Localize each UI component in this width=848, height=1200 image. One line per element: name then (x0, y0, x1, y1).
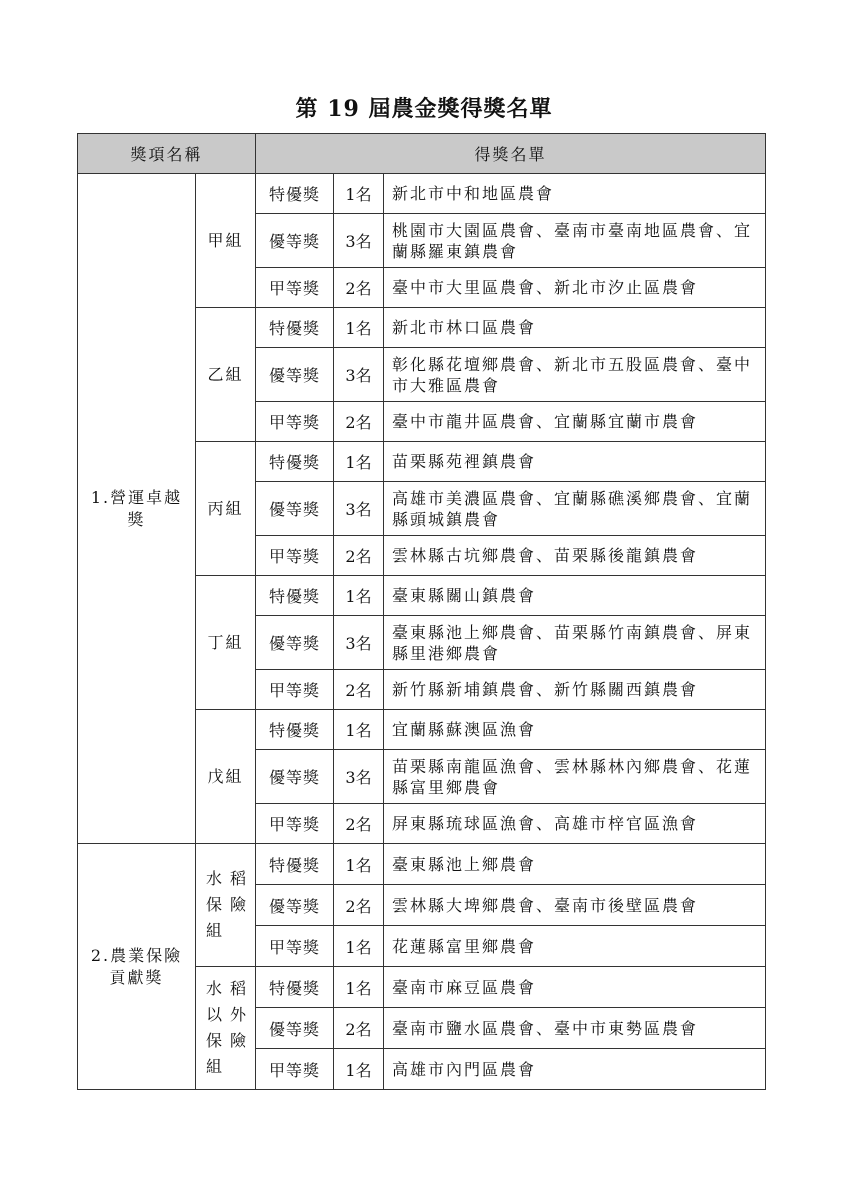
winner-names: 新竹縣新埔鎮農會、新竹縣關西鎮農會 (384, 670, 766, 710)
winner-count: 1名 (334, 308, 384, 348)
winner-names: 雲林縣大埤鄉農會、臺南市後壁區農會 (384, 885, 766, 926)
table-body (78, 174, 766, 1090)
winner-count: 3名 (334, 750, 384, 804)
award-level: 特優獎 (256, 844, 334, 885)
winner-count: 3名 (334, 214, 384, 268)
award-level: 特優獎 (256, 576, 334, 616)
group-name: 乙組 (196, 308, 256, 442)
award-level: 甲等獎 (256, 402, 334, 442)
award-level: 甲等獎 (256, 268, 334, 308)
award-level: 甲等獎 (256, 670, 334, 710)
winner-names: 苗栗縣苑裡鎮農會 (384, 442, 766, 482)
winner-names: 桃園市大園區農會、臺南市臺南地區農會、宜蘭縣羅東鎮農會 (384, 214, 766, 268)
winner-names: 臺東縣池上鄉農會、苗栗縣竹南鎮農會、屏東縣里港鄉農會 (384, 616, 766, 670)
group-name: 水稻保險組 (196, 844, 256, 967)
table-row (78, 174, 766, 214)
winner-count: 1名 (334, 174, 384, 214)
winner-names: 花蓮縣富里鄉農會 (384, 926, 766, 967)
award-level: 甲等獎 (256, 804, 334, 844)
winner-count: 2名 (334, 402, 384, 442)
winner-count: 1名 (334, 576, 384, 616)
winner-count: 2名 (334, 670, 384, 710)
winner-names: 新北市中和地區農會 (384, 174, 766, 214)
winner-names: 臺東縣關山鎮農會 (384, 576, 766, 616)
award-level: 特優獎 (256, 710, 334, 750)
award-level: 甲等獎 (256, 926, 334, 967)
award-level: 特優獎 (256, 967, 334, 1008)
award-level: 甲等獎 (256, 1049, 334, 1090)
winner-names: 臺南市麻豆區農會 (384, 967, 766, 1008)
category-name: 2.農業保險貢獻獎 (78, 844, 196, 1090)
winner-count: 3名 (334, 348, 384, 402)
award-level: 特優獎 (256, 442, 334, 482)
table-row (78, 844, 766, 885)
winner-count: 1名 (334, 442, 384, 482)
winner-names: 苗栗縣南龍區漁會、雲林縣林內鄉農會、花蓮縣富里鄉農會 (384, 750, 766, 804)
award-level: 優等獎 (256, 1008, 334, 1049)
winner-count: 1名 (334, 710, 384, 750)
group-name: 戊組 (196, 710, 256, 844)
winner-count: 2名 (334, 268, 384, 308)
winner-names: 高雄市美濃區農會、宜蘭縣礁溪鄉農會、宜蘭縣頭城鎮農會 (384, 482, 766, 536)
award-level: 特優獎 (256, 308, 334, 348)
group-name: 水稻以外保險組 (196, 967, 256, 1090)
category-name: 1.營運卓越獎 (78, 174, 196, 844)
group-name: 甲組 (196, 174, 256, 308)
winner-count: 3名 (334, 616, 384, 670)
award-level: 特優獎 (256, 174, 334, 214)
winner-names: 臺中市大里區農會、新北市汐止區農會 (384, 268, 766, 308)
winner-count: 1名 (334, 967, 384, 1008)
table-header-row (78, 134, 766, 174)
winner-names: 高雄市內門區農會 (384, 1049, 766, 1090)
header-winners: 得獎名單 (256, 134, 766, 174)
winner-names: 臺東縣池上鄉農會 (384, 844, 766, 885)
award-level: 優等獎 (256, 214, 334, 268)
winner-count: 2名 (334, 885, 384, 926)
award-level: 優等獎 (256, 482, 334, 536)
winner-count: 2名 (334, 804, 384, 844)
winner-count: 1名 (334, 926, 384, 967)
winner-names: 臺中市龍井區農會、宜蘭縣宜蘭市農會 (384, 402, 766, 442)
header-award-name: 獎項名稱 (78, 134, 256, 174)
winner-count: 1名 (334, 1049, 384, 1090)
winner-count: 2名 (334, 536, 384, 576)
group-name: 丁組 (196, 576, 256, 710)
winner-names: 新北市林口區農會 (384, 308, 766, 348)
winner-names: 臺南市鹽水區農會、臺中市東勢區農會 (384, 1008, 766, 1049)
winner-count: 3名 (334, 482, 384, 536)
group-name: 丙組 (196, 442, 256, 576)
winner-names: 宜蘭縣蘇澳區漁會 (384, 710, 766, 750)
award-table (77, 133, 766, 1090)
page-title: 第 19 屆農金獎得獎名單 (295, 96, 553, 122)
award-level: 優等獎 (256, 750, 334, 804)
award-level: 優等獎 (256, 616, 334, 670)
award-level: 優等獎 (256, 885, 334, 926)
winner-names: 彰化縣花壇鄉農會、新北市五股區農會、臺中市大雅區農會 (384, 348, 766, 402)
winner-count: 1名 (334, 844, 384, 885)
winner-names: 屏東縣琉球區漁會、高雄市梓官區漁會 (384, 804, 766, 844)
winner-names: 雲林縣古坑鄉農會、苗栗縣後龍鎮農會 (384, 536, 766, 576)
winner-count: 2名 (334, 1008, 384, 1049)
award-level: 優等獎 (256, 348, 334, 402)
award-level: 甲等獎 (256, 536, 334, 576)
